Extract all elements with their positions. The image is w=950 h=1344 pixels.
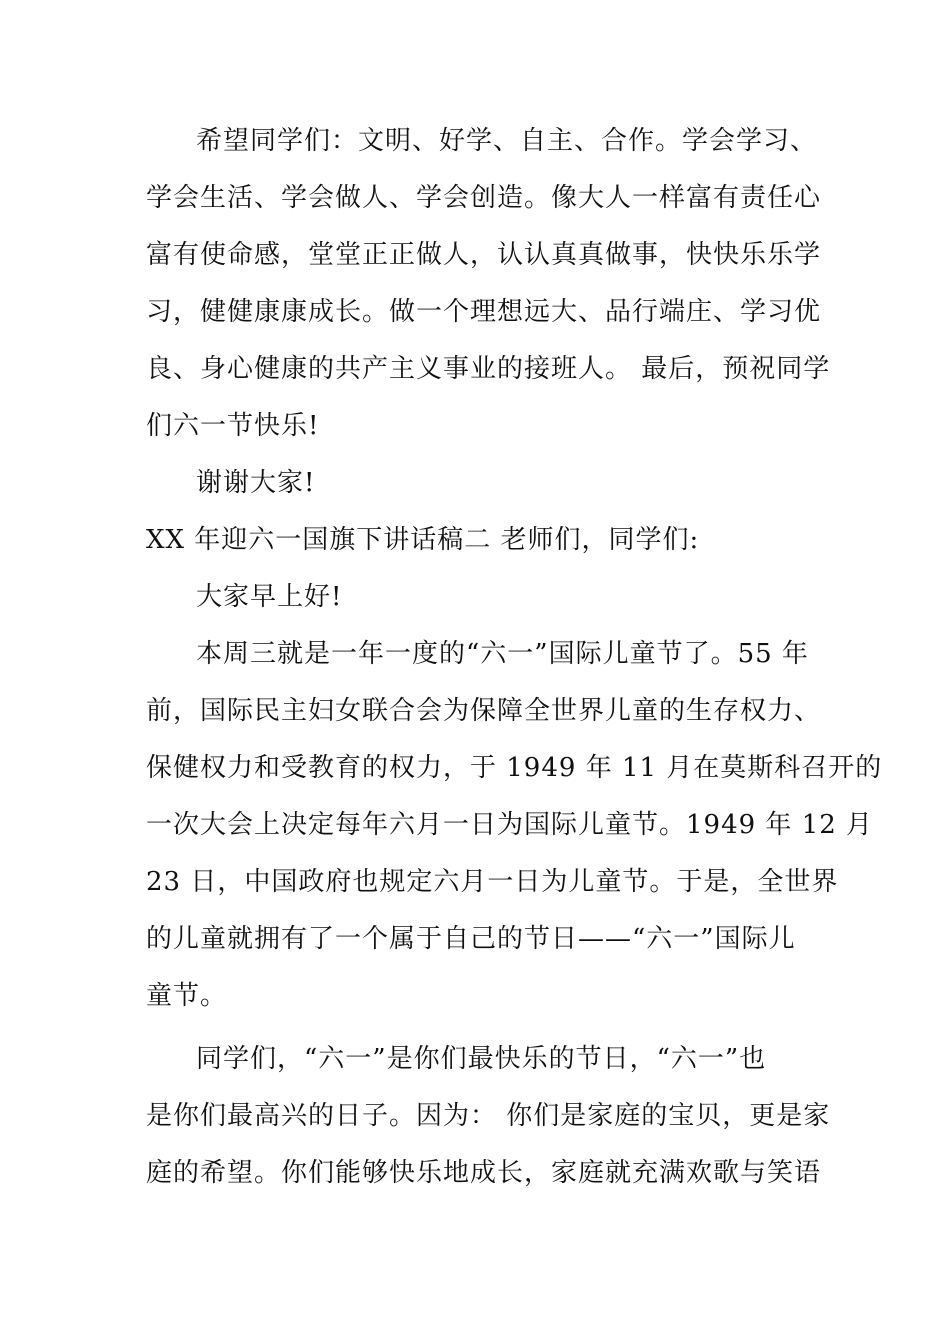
paragraph-line: 希望同学们：文明、好学、自主、合作。学会学习、 bbox=[196, 126, 818, 156]
paragraph-line: 保健权力和受教育的权力，于 1949 年 11 月在莫斯科召开的 bbox=[146, 753, 883, 783]
paragraph-line: 们六一节快乐! bbox=[146, 411, 320, 441]
paragraph-line: 良、身心健康的共产主义事业的接班人。 最后，预祝同学 bbox=[146, 354, 831, 384]
paragraph-line: 的儿童就拥有了一个属于自己的节日——“六一”国际儿 bbox=[146, 924, 796, 954]
closing-thanks: 谢谢大家! bbox=[196, 468, 316, 498]
greeting: 大家早上好! bbox=[196, 582, 343, 612]
section-heading: XX 年迎六一国旗下讲话稿二 老师们，同学们: bbox=[146, 525, 700, 555]
paragraph-line: 23 日，中国政府也规定六月一日为儿童节。于是，全世界 bbox=[146, 867, 839, 897]
paragraph-line: 一次大会上决定每年六月一日为国际儿童节。1949 年 12 月 bbox=[146, 810, 874, 840]
paragraph-line: 学会生活、学会做人、学会创造。像大人一样富有责任心 bbox=[146, 183, 822, 213]
paragraph-line: 前，国际民主妇女联合会为保障全世界儿童的生存权力、 bbox=[146, 696, 822, 726]
paragraph-line: 本周三就是一年一度的“六一”国际儿童节了。55 年 bbox=[196, 639, 809, 669]
paragraph-line: 同学们，“六一”是你们最快乐的节日，“六一”也 bbox=[196, 1044, 767, 1074]
paragraph-line: 习，健健康康成长。做一个理想远大、品行端庄、学习优 bbox=[146, 297, 822, 327]
paragraph-line: 是你们最高兴的日子。因为： 你们是家庭的宝贝，更是家 bbox=[146, 1101, 831, 1131]
paragraph-line: 童节。 bbox=[146, 981, 228, 1011]
paragraph-line: 庭的希望。你们能够快乐地成长，家庭就充满欢歌与笑语 bbox=[146, 1158, 822, 1188]
paragraph-line: 富有使命感，堂堂正正做人，认认真真做事，快快乐乐学 bbox=[146, 240, 822, 270]
